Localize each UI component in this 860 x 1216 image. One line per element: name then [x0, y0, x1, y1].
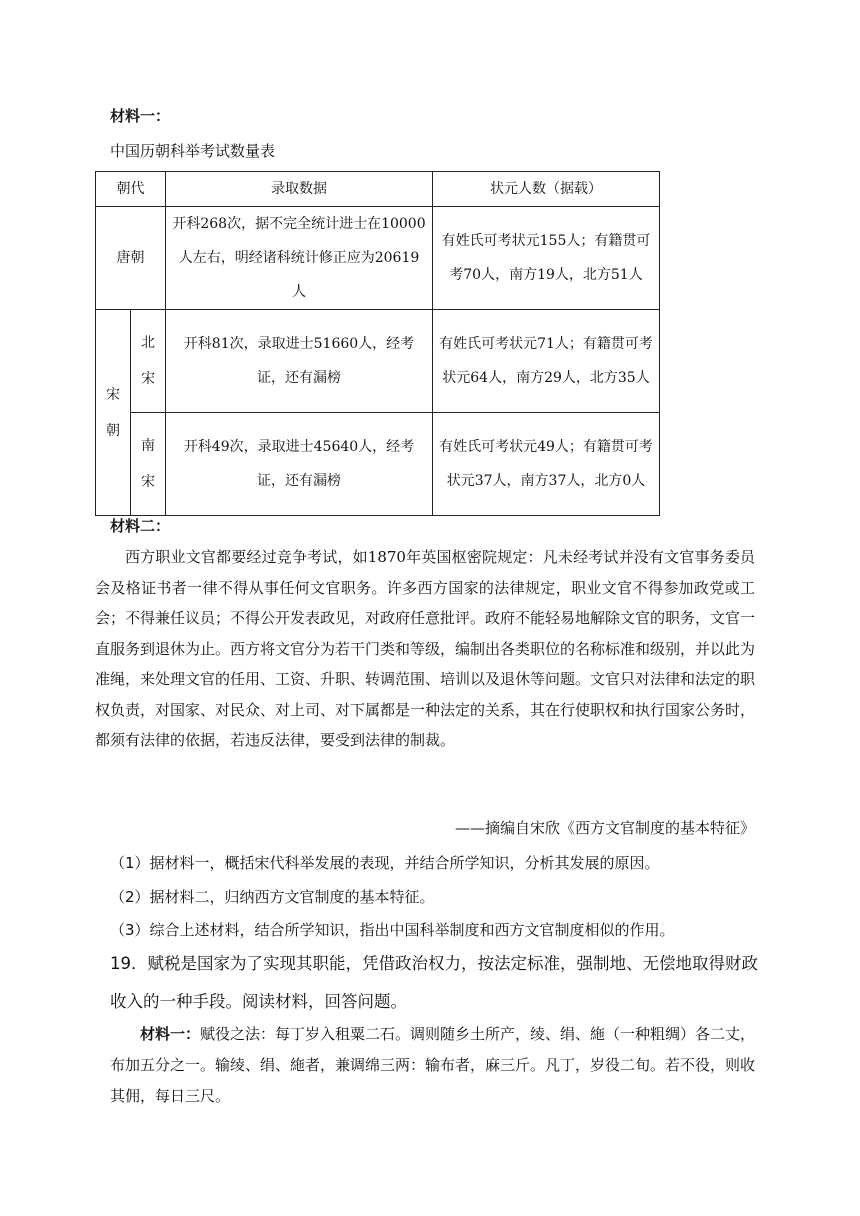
header-dynasty: 朝代	[96, 172, 166, 207]
cell-song-dynasty	[96, 310, 131, 516]
table-title: 中国历朝科举考试数量表	[110, 142, 276, 160]
cell-tang-zhuangyuan: 有姓氏可考状元155人；有籍贯可考70人，南方19人，北方51人	[433, 207, 660, 310]
material2-paragraph: 西方职业文官都要经过竞争考试，如1870年英国枢密院规定：凡未经考试并没有文官事务委员会及格证书者一律不得从事任何文官职务。许多西方国家的法律规定，职业文官不得参加政党或工会；不得兼任议员；不得公开发表政见，对政府任意批评。政府不能轻易地解除文官的职务，文官一直服务到退休为止。西方将文官分为若干门类和等级，编制出各类职位的名称标准和级别，并以此为准绳，来处理文官的任用、工资、升职、转调范围、培训以及退休等问题。文官只对法律和法定的职权负责，对国家、对民众、对上司、对下属都是一种法定的关系，其在行使职权和执行国家公务时，都须有法律的依据，若违反法律，要受到法律的制裁。	[95, 548, 756, 749]
q19-material1-label: 材料一：	[140, 1025, 201, 1043]
cell-north-song-zhuangyuan: 有姓氏可考状元71人；有籍贯可考状元64人，南方29人，北方35人	[433, 310, 660, 413]
table-row-south-song	[96, 413, 660, 516]
table-header-row	[96, 172, 660, 207]
cell-tang-admission: 开科268次，据不完全统计进士在10000人左右，明经诸科统计修正应为20619人	[166, 207, 433, 310]
north-song-char-2: 宋	[141, 371, 155, 387]
cell-south-song-zhuangyuan: 有姓氏可考状元49人；有籍贯可考状元37人，南方37人，北方0人	[433, 413, 660, 516]
song-char-2: 朝	[106, 422, 120, 439]
cell-south-song-admission: 开科49次，录取进士45640人，经考证，还有漏榜	[166, 413, 433, 516]
song-char-1: 宋	[106, 386, 120, 403]
question-2: （2）据材料二，归纳西方文官制度的基本特征。	[110, 888, 435, 906]
material2-label: 材料二：	[110, 517, 171, 535]
exam-statistics-table	[95, 171, 660, 516]
header-admission: 录取数据	[166, 172, 433, 207]
cell-south-song-name	[131, 413, 166, 516]
material2-source: ——摘编自宋欣《西方文官制度的基本特征》	[454, 819, 755, 837]
south-song-char-1: 南	[141, 438, 155, 454]
cell-north-song-name	[131, 310, 166, 413]
table-row-tang	[96, 207, 660, 310]
question-19-stem: 19．赋税是国家为了实现其职能，凭借政治权力，按法定标准，强制地、无偿地取得财政收入的一种手段。阅读材料，回答问题。	[110, 954, 758, 1011]
cell-tang-dynasty: 唐朝	[96, 207, 166, 310]
question-3: （3）综合上述材料，结合所学知识，指出中国科举制度和西方文官制度相似的作用。	[110, 921, 675, 939]
q19-material1	[110, 1019, 760, 1112]
header-zhuangyuan: 状元人数（据载）	[433, 172, 660, 207]
table-row-north-song	[96, 310, 660, 413]
south-song-char-2: 宋	[141, 474, 155, 490]
north-song-char-1: 北	[141, 335, 155, 351]
q19-material1-text: 赋役之法：每丁岁入租粟二石。调则随乡土所产，绫、绢、絁（一种粗绸）各二丈，布加五分之一。输绫、绢、絁者，兼调绵三两：输布者，麻三斤。凡丁，岁役二旬。若不役，则收其佣，每日三尺。	[110, 1025, 756, 1105]
cell-north-song-admission: 开科81次，录取进士51660人，经考证，还有漏榜	[166, 310, 433, 413]
material1-label: 材料一：	[110, 107, 171, 125]
question-1: （1）据材料一，概括宋代科举发展的表现，并结合所学知识，分析其发展的原因。	[110, 854, 660, 872]
